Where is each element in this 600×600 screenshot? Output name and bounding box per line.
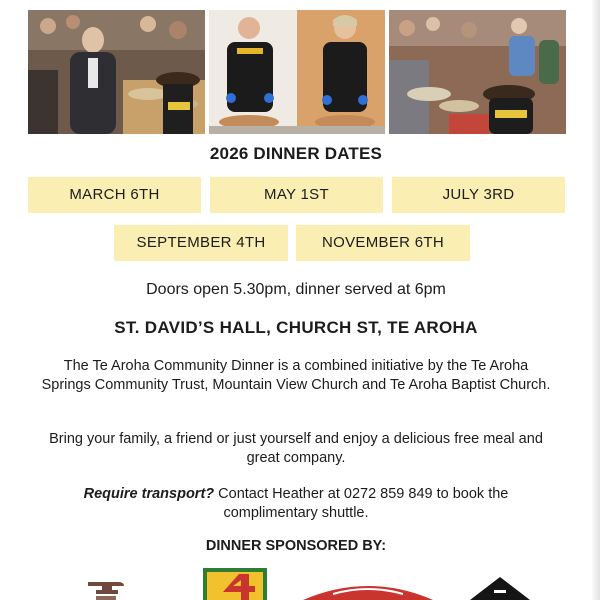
invite-paragraph: Bring your family, a friend or just yourself and enjoy a delicious free meal and great company. bbox=[49, 431, 543, 466]
photo-volunteers-serving bbox=[28, 10, 205, 134]
dinner-dates-heading: 2026 DINNER DATES bbox=[209, 144, 383, 163]
sponsor-logo-red-oval bbox=[303, 580, 433, 600]
photo-diners-buffet bbox=[389, 10, 566, 134]
sponsor-logo-green-square bbox=[203, 568, 267, 600]
transport-paragraph bbox=[40, 485, 552, 523]
sponsors-heading: DINNER SPONSORED BY: bbox=[205, 538, 387, 554]
transport-lead: Require transport? bbox=[83, 486, 215, 502]
photo-two-volunteers bbox=[209, 10, 385, 134]
door-times: Doors open 5.30pm, dinner served at 6pm bbox=[146, 281, 446, 298]
date-may: MAY 1ST bbox=[210, 177, 383, 213]
photo-strip bbox=[28, 10, 566, 134]
sponsor-logo-black-triangle bbox=[470, 577, 530, 600]
date-march: MARCH 6TH bbox=[28, 177, 201, 213]
date-november: NOVEMBER 6TH bbox=[296, 225, 470, 261]
intro-paragraph: The Te Aroha Community Dinner is a combined initiative by the Te Aroha Springs Community Trust, Mountain View Church and Te Aroha Baptist Church. bbox=[41, 358, 551, 393]
date-july: JULY 3RD bbox=[392, 177, 565, 213]
venue-address: ST. DAVID’S HALL, CHURCH ST, TE AROHA bbox=[114, 318, 478, 337]
scan-edge bbox=[592, 0, 600, 600]
transport-contact: Contact Heather at 0272 859 849 to book the complimentary shuttle. bbox=[218, 486, 509, 521]
date-september: SEPTEMBER 4TH bbox=[114, 225, 288, 261]
sponsor-logo-anvil bbox=[86, 578, 126, 600]
